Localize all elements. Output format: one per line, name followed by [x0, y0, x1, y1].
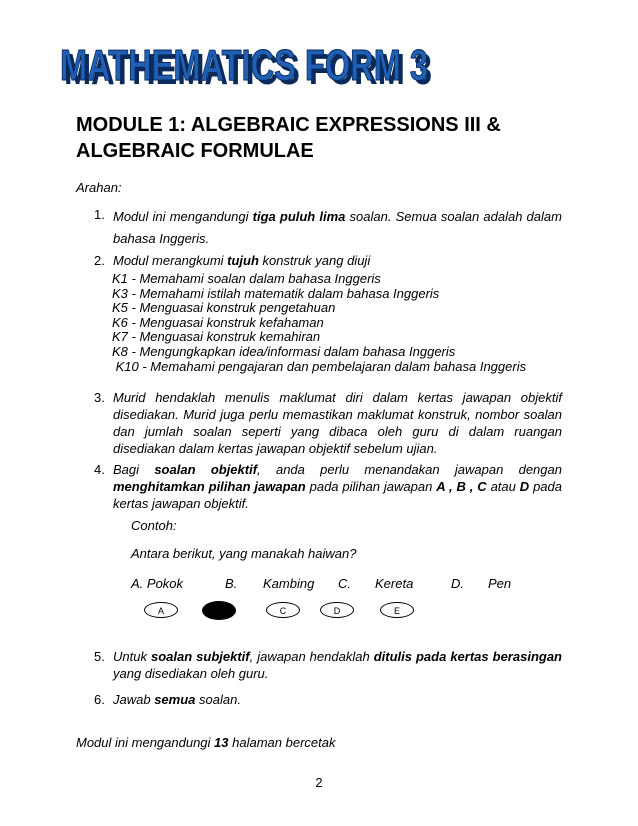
item-number: 2. [94, 253, 105, 268]
item-text: konstruk yang diuji [258, 253, 371, 268]
instruction-item-3 [94, 389, 562, 457]
item-number: 3. [94, 390, 105, 405]
example-label: Contoh: [131, 518, 177, 533]
construct-item: K5 - Menguasai konstruk pengetahuan [112, 300, 336, 316]
construct-item: K10 - Memahami pengajaran dan pembelajaran dalam bahasa Inggeris [112, 358, 527, 374]
item-text: , anda perlu menandakan jawapan dengan [257, 462, 562, 477]
item-text: Modul merangkumi [113, 253, 228, 268]
option-b: Kambing [263, 576, 315, 591]
answer-bubble-d: D [320, 602, 354, 618]
answer-bubble-e: E [380, 602, 414, 618]
item-text: Murid hendaklah menulis maklumat diri dalam kertas jawapan objektif disediakan. Murid juga perlu memastikan maklumat konstruk, nombor soalan dan jumlah soalan seperti yang dibaca oleh guru di dalam ruangan disediakan dalam kertas jawapan objektif sebelum ujian. [113, 390, 562, 456]
item-emphasis: soalan subjektif [150, 649, 250, 664]
module-title-line1: MODULE 1: ALGEBRAIC EXPRESSIONS III & [76, 114, 501, 136]
instruction-item-2 [94, 252, 562, 269]
item-text: , jawapan hendaklah [249, 649, 374, 664]
item-text: Untuk [113, 649, 151, 664]
footer-text: halaman bercetak [228, 735, 336, 750]
banner-text: MATHEMATICS FORM 3 [60, 41, 428, 90]
option-d: Pen [488, 576, 512, 591]
item-text: atau [486, 479, 520, 494]
item-emphasis: A , B , C [436, 479, 487, 494]
item-number: 6. [94, 692, 105, 707]
option-c-letter: C. [338, 576, 351, 591]
page-count-note [76, 735, 335, 750]
answer-bubble-a: A [144, 602, 178, 618]
item-emphasis: menghitamkan pilihan jawapan [113, 479, 306, 494]
answer-bubble-selected [202, 601, 236, 620]
construct-list [112, 272, 526, 374]
banner-shadow-text: MATHEMATICS FORM 3 [64, 45, 432, 90]
item-number: 4. [94, 462, 105, 477]
item-number: 5. [94, 649, 105, 664]
item-emphasis: D [519, 479, 530, 494]
option-c: Kereta [375, 576, 414, 591]
item-text: pada kertas jawapan objektif. [113, 479, 562, 511]
construct-item: K1 - Memahami soalan dalam bahasa Inggeris [112, 271, 381, 286]
construct-item: K3 - Memahami istilah matematik dalam bahasa Inggeris [112, 285, 440, 301]
instruction-item-6 [94, 691, 562, 708]
construct-item: K7 - Menguasai konstruk kemahiran [112, 329, 321, 345]
item-text: pada pilihan jawapan [305, 479, 437, 494]
answer-bubble-c: C [266, 602, 300, 618]
item-text: soalan. [195, 692, 241, 707]
construct-item: K8 - Mengungkapkan idea/informasi dalam bahasa Inggeris [112, 343, 456, 359]
item-emphasis: soalan objektif [154, 462, 258, 477]
instruction-item-5 [94, 648, 562, 682]
option-d-letter: D. [451, 576, 464, 591]
instructions-label: Arahan: [76, 180, 122, 195]
item-text: Bagi [113, 462, 155, 477]
footer-text: Modul ini mengandungi [76, 735, 215, 750]
page-number: 2 [315, 775, 323, 790]
item-text: soalan. Semua soalan adalah dalam bahasa Inggeris. [113, 209, 562, 246]
instruction-item-4 [94, 461, 562, 512]
module-title-line2: ALGEBRAIC FORMULAE [76, 140, 314, 162]
item-emphasis: semua [154, 692, 196, 707]
item-number: 1. [94, 207, 105, 222]
item-emphasis: tiga puluh lima [252, 209, 346, 224]
example-question: Antara berikut, yang manakah haiwan? [131, 546, 357, 561]
construct-item: K6 - Menguasai konstruk kefahaman [112, 314, 324, 330]
item-text: Jawab [113, 692, 155, 707]
footer-page-count: 13 [214, 735, 229, 750]
instruction-item-1 [94, 206, 562, 250]
item-text: Modul ini mengandungi [113, 209, 253, 224]
item-emphasis: ditulis pada kertas berasingan [373, 649, 562, 664]
option-b-letter: B. [225, 576, 238, 591]
item-emphasis: tujuh [227, 253, 259, 268]
module-title [76, 112, 566, 164]
option-a: A. Pokok [131, 576, 184, 591]
banner-title [60, 40, 460, 90]
item-text: yang disediakan oleh guru. [113, 666, 269, 681]
